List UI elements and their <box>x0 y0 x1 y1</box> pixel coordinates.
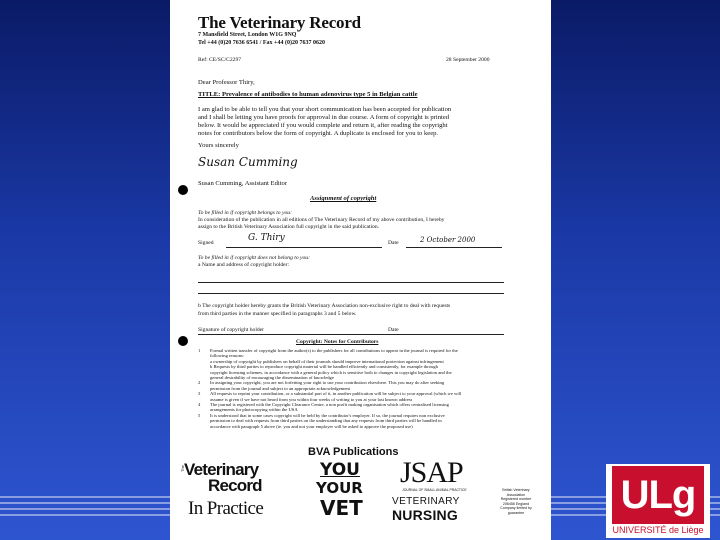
assoc-line: Company limited by <box>500 506 532 511</box>
note-text: assume is given if we have not heard from you within four weeks of writing to you at your last known address <box>210 396 413 402</box>
note-text: The journal is registered with the Copyright Clearance Centre, a non profit making organisation which offers centralised licensing <box>210 402 449 408</box>
note-text: general desirability of encouraging the dissemination of knowledge <box>210 375 334 381</box>
part-a-line: In consideration of the publication in all editions of The Veterinary Record of my above contribution, I hereby <box>198 217 445 223</box>
holder-date-label: Date <box>388 327 399 333</box>
part-a-intro: To be filled in if copyright belongs to you: <box>198 210 292 216</box>
note-text: copyright licensing schemes, in accordance with a general policy which is sensitive both to changes in copyright legislation and the <box>210 369 452 375</box>
bva-publications-heading: BVA Publications <box>308 446 399 458</box>
note-text: arrangements for photocopying within the USA <box>210 407 298 413</box>
logo-jsap: JSAP <box>400 456 463 489</box>
date-label: Date <box>388 240 399 246</box>
note-number: 5 <box>198 412 201 418</box>
assignment-heading: Assignment of copyright <box>310 195 377 202</box>
body-line: I am glad to be able to tell you that your short communication has been accepted for publication <box>198 106 452 113</box>
logo-your: YOUR <box>316 479 363 497</box>
signed-date: 2 October 2000 <box>420 236 476 244</box>
logo-vn-nursing: NURSING <box>392 507 458 523</box>
body-line: notes for contributors below the form of copyright. A duplicate is enclosed for you to keep. <box>198 130 439 137</box>
note-text: permission to deal with requests from third parties on the understanding that any requests from third parties will be handled in <box>210 418 442 424</box>
handwritten-signature: Susan Cumming <box>198 155 298 169</box>
salutation: Dear Professor Thiry, <box>198 79 255 86</box>
journal-phone: Tel +44 (0)20 7636 6541 / Fax +44 (0)20 7637 0620 <box>198 40 325 46</box>
part-b-a: a Name and address of copyright holder: <box>198 262 290 268</box>
part-b-b-line: b The copyright holder hereby grants the British Veterinary Association non-exclusive right to deal with requests <box>198 303 451 309</box>
logo-record: Record <box>208 476 262 495</box>
blank-line <box>198 293 504 294</box>
note-number: 3 <box>198 391 201 397</box>
note-text: a ownership of copyright by publishers on behalf of their journals should improve international protection against infringement <box>210 358 444 364</box>
note-text: In assigning your copyright, you are not forfeiting your right to use your contribution elsewhere. This you may do after seeking <box>210 380 445 386</box>
journal-address: 7 Mansfield Street, London W1G 9NQ <box>198 32 297 38</box>
assoc-line: Association <box>506 492 526 497</box>
note-text: All requests to reprint your contribution, or a substantial part of it, in another publication will be subject to your approval (which we will <box>210 391 462 397</box>
signatory: Susan Cumming, Assistant Editor <box>198 180 288 187</box>
notes-list <box>198 348 528 429</box>
note-text: permission from the journal and subject to an appropriate acknowledgement <box>210 385 350 391</box>
holder-signature-label: Signature of copyright holder <box>198 327 265 333</box>
note-number: 2 <box>198 380 201 386</box>
date-line <box>406 247 502 248</box>
assoc-line: Registered number <box>500 497 532 502</box>
assoc-line: British Veterinary <box>502 488 530 492</box>
ulg-logo-mark: ULg <box>612 466 704 524</box>
note-number: 4 <box>198 402 201 408</box>
note-line <box>198 424 528 429</box>
logo-in-practice: In Practice <box>188 498 264 519</box>
note-number: 1 <box>198 348 201 353</box>
part-a-line: assign to the British Veterinary Association full copyright in the said publication. <box>198 224 380 230</box>
logo-you: YOU <box>320 460 360 480</box>
note-text: following reasons: <box>210 353 245 359</box>
note-text: accordance with paragraph 5 above (ie. you and not your employer will be asked to approve the proposed use) <box>210 423 413 429</box>
note-text: It is understood that in some cases copyright will be held by the contributor's employer. If so, the journal requires non exclusive <box>210 412 445 418</box>
journal-title: The Veterinary Record <box>198 13 361 32</box>
body-line: below. It would be appreciated if you would complete and return it, after reading the copyright <box>198 122 448 129</box>
note-text: b Requests by third parties to reproduce copyright material will be handled efficiently and consistently, for example through <box>210 364 438 370</box>
letter-page <box>170 0 551 540</box>
letter-ref: Ref: CE/SC/C2297 <box>198 57 242 63</box>
bullet-marker <box>178 185 188 195</box>
letter-date: 28 September 2000 <box>446 57 490 63</box>
bullet-marker <box>178 336 188 346</box>
signed-label: Signed <box>198 240 214 246</box>
logo-vr-the: The <box>180 465 185 472</box>
letter-title: TITLE: Prevalence of antibodies to human adenovirus type 5 in Belgian cattle <box>198 91 418 98</box>
part-b-b-line: from third parties in the manner specified in paragraphs 3 and 5 below. <box>198 311 357 317</box>
part-b-intro: To be filled in if copyright does not belong to you: <box>198 255 310 261</box>
assoc-line: 206456 England <box>502 501 530 506</box>
logo-vet: VET <box>320 496 363 520</box>
holder-signature-line <box>198 334 504 335</box>
body-line: and I shall be letting you have proofs for approval in due course. A form of copyright is printed <box>198 114 450 121</box>
ulg-logo <box>606 464 710 538</box>
note-text: Formal written transfer of copyright from the author(s) to the publishers for all contributions to appear in the journal is required for the <box>210 348 458 353</box>
note-number <box>198 424 210 429</box>
ulg-name: UNIVERSITÉ de Liège <box>612 525 704 535</box>
bva-association-info <box>486 488 546 516</box>
author-signature: G. Thiry <box>248 233 285 243</box>
closing: Yours sincerely <box>198 142 239 149</box>
logo-vn-veterinary: VETERINARY <box>392 496 460 507</box>
notes-heading: Copyright: Notes for Contributors <box>296 339 379 345</box>
assoc-line: guarantee <box>507 510 525 515</box>
logo-veterinary: Veterinary <box>184 460 259 479</box>
blank-line <box>198 282 504 283</box>
logo-jsap-sub: JOURNAL OF SMALL ANIMAL PRACTICE <box>402 488 467 492</box>
signature-line <box>226 247 382 248</box>
